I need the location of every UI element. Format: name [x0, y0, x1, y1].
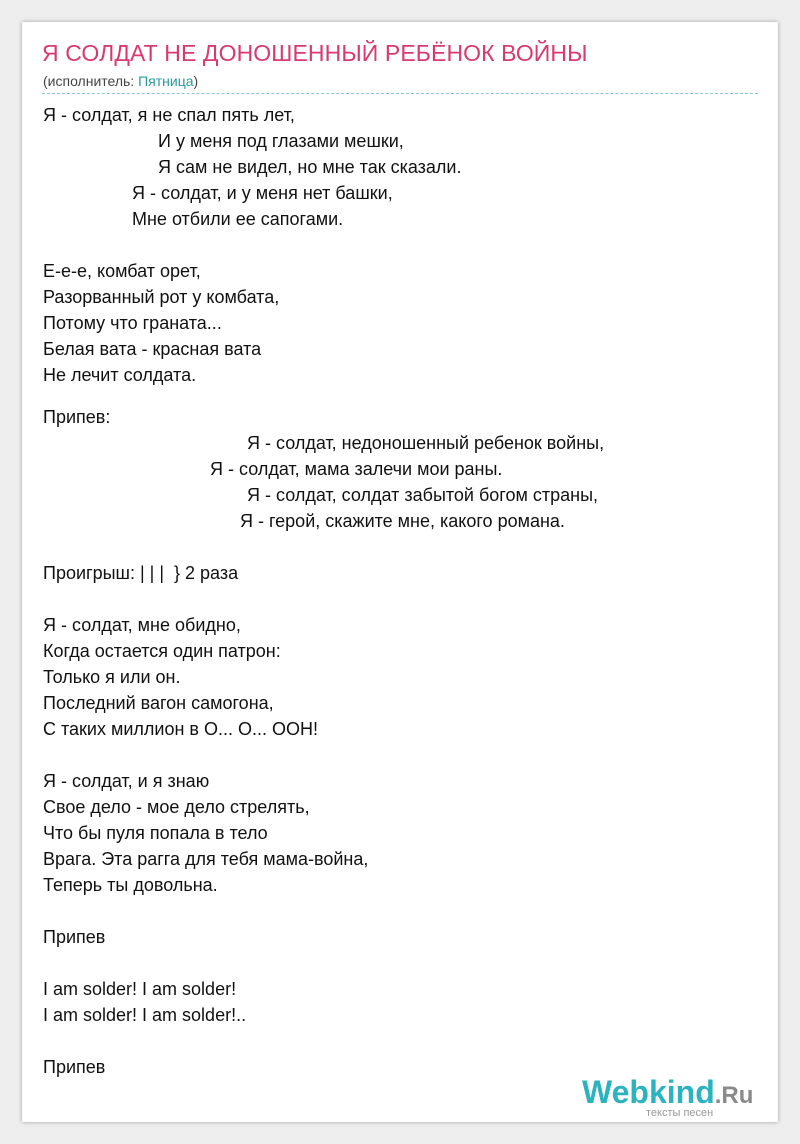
- stanza-gap: [43, 586, 604, 612]
- stanza-gap: [43, 534, 604, 560]
- chorus-label: Припев:: [43, 407, 111, 427]
- stanza-gap: [43, 742, 604, 768]
- lyric-line: Что бы пуля попала в тело: [43, 823, 268, 843]
- lyric-line: Я - солдат, мама залечи мои раны.: [210, 459, 503, 479]
- lyric-line: Я - солдат, и у меня нет башки,: [132, 183, 393, 203]
- lyric-line: Врага. Эта рагга для тебя мама-война,: [43, 849, 369, 869]
- title-divider: [42, 93, 758, 94]
- stanza-gap: [43, 950, 604, 976]
- lyric-line: Я - солдат, я не спал пять лет,: [43, 105, 295, 125]
- lyric-line: Я - солдат, мне обидно,: [43, 615, 241, 635]
- lyric-line: Я сам не видел, но мне так сказали.: [158, 157, 462, 177]
- stanza-gap: [43, 1028, 604, 1054]
- lyric-line: Я - солдат, и я знаю: [43, 771, 210, 791]
- song-title: Я СОЛДАТ НЕ ДОНОШЕННЫЙ РЕБЁНОК ВОЙНЫ: [42, 40, 588, 66]
- lyric-line: Мне отбили ее сапогами.: [132, 209, 344, 229]
- lyric-line: Я - солдат, солдат забытой богом страны,: [247, 485, 599, 505]
- lyric-line: Теперь ты довольна.: [43, 875, 218, 895]
- lyric-line: Я - солдат, недоношенный ребенок войны,: [247, 433, 605, 453]
- logo-main: Webkind: [582, 1074, 715, 1110]
- chorus-label: Припев: [43, 927, 106, 947]
- logo-suffix: .Ru: [714, 1082, 754, 1109]
- lyric-line: Е-е-е, комбат орет,: [43, 261, 201, 281]
- lyric-line: Последний вагон самогона,: [43, 693, 274, 713]
- lyric-line: И у меня под глазами мешки,: [158, 131, 404, 151]
- lyrics-page: [22, 22, 778, 1122]
- lyric-line: Разорванный рот у комбата,: [43, 287, 280, 307]
- stanza-gap: [43, 898, 604, 924]
- lyric-line: Когда остается один патрон:: [43, 641, 281, 661]
- lyric-line: I am solder! I am solder!: [43, 979, 237, 999]
- stanza-gap: [43, 388, 604, 404]
- lyrics-body: [43, 102, 604, 1080]
- logo-tagline: тексты песен: [646, 1107, 714, 1119]
- lyric-line: Не лечит солдата.: [43, 365, 197, 385]
- lyric-line: Я - герой, скажите мне, какого романа.: [240, 511, 565, 531]
- lyric-line: Только я или он.: [43, 667, 181, 687]
- artist-line: [43, 73, 198, 89]
- artist-suffix: ): [193, 73, 199, 89]
- lyric-line: Проигрыш: | | | } 2 раза: [43, 563, 239, 583]
- lyric-line: Свое дело - мое дело стрелять,: [43, 797, 310, 817]
- lyric-line: I am solder! I am solder!..: [43, 1005, 247, 1025]
- stanza-gap: [43, 232, 604, 258]
- lyric-line: Потому что граната...: [43, 313, 222, 333]
- lyric-line: С таких миллион в О... О... ООН!: [43, 719, 319, 739]
- artist-link[interactable]: Пятница: [138, 73, 194, 89]
- chorus-label: Припев: [43, 1057, 106, 1077]
- artist-prefix: (исполнитель:: [43, 73, 139, 89]
- lyric-line: Белая вата - красная вата: [43, 339, 262, 359]
